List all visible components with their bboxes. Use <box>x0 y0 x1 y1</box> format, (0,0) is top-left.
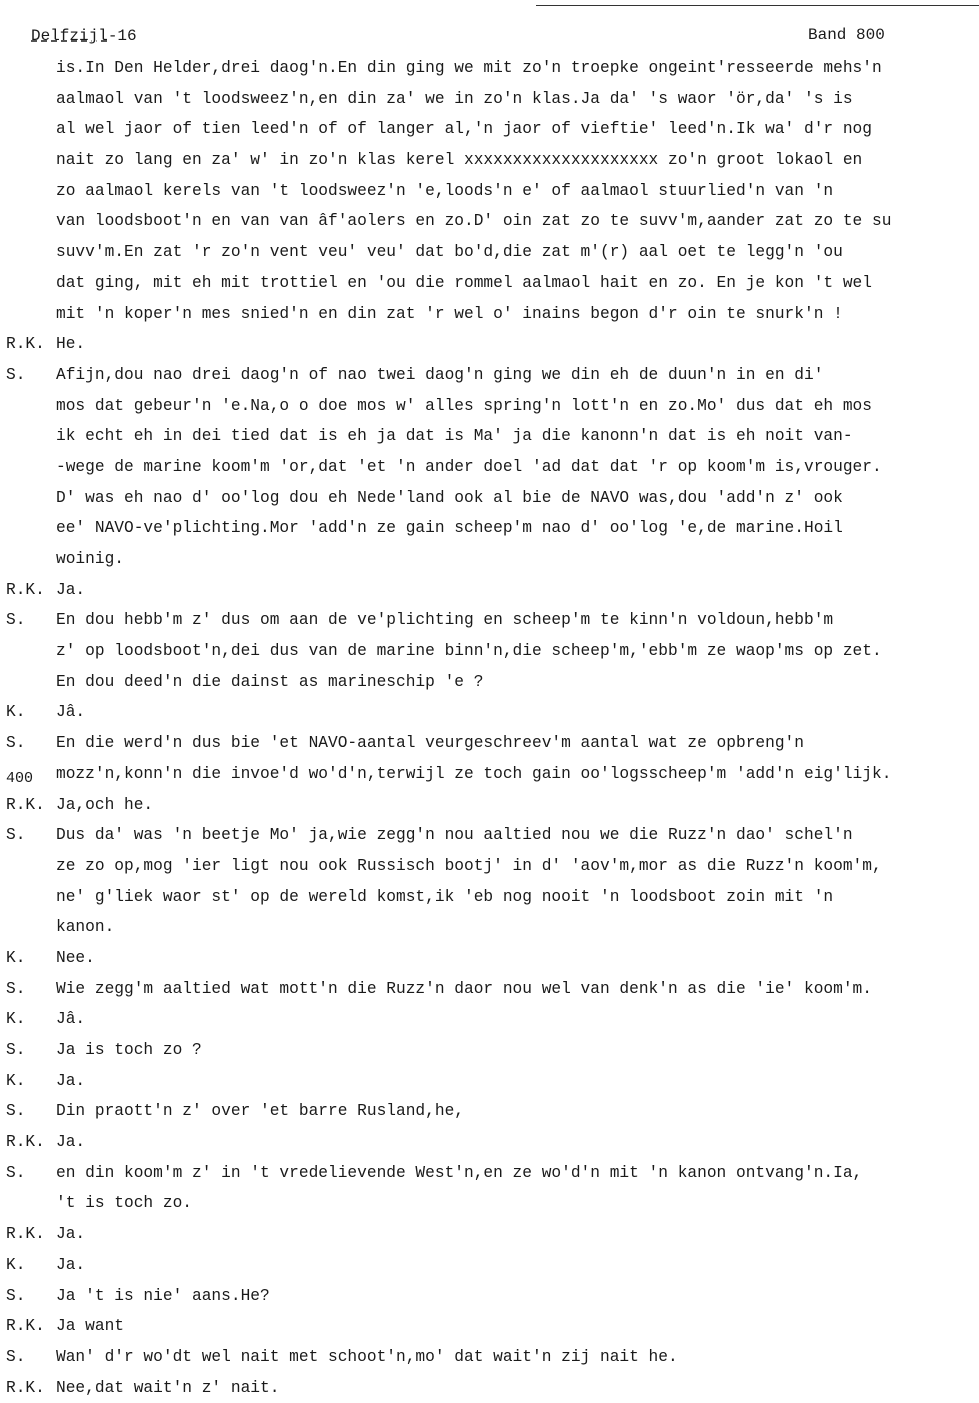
transcript-line <box>0 1035 979 1066</box>
speaker-label: S. <box>6 365 26 384</box>
speaker-label: R.K. <box>6 580 45 599</box>
transcript-line <box>0 452 979 483</box>
speaker-label: S. <box>6 979 26 998</box>
transcript-line <box>0 268 979 299</box>
speaker-label: S. <box>6 1347 26 1366</box>
utterance-text: Ja 't is nie' aans.He? <box>56 1286 270 1305</box>
transcript-line <box>0 943 979 974</box>
transcript-line <box>0 605 979 636</box>
speaker-label: K. <box>6 1010 26 1029</box>
utterance-text: mozz'n,konn'n die invoe'd wo'd'n,terwijl ze toch gain oo'logsscheep'm 'add'n eig'lijk. <box>56 764 892 783</box>
speaker-label: R.K. <box>6 335 45 354</box>
transcript-line <box>0 53 979 84</box>
transcript-line <box>0 882 979 913</box>
transcript-line <box>0 360 979 391</box>
transcript-line <box>0 544 979 575</box>
tape-number-header: Band 800 <box>808 26 885 44</box>
transcript-line <box>0 974 979 1005</box>
utterance-text: zo aalmaol kerels van 't loodsweez'n 'e,loods'n e' of aalmaol stuurlied'n van 'n <box>56 181 834 200</box>
transcript-body <box>0 53 979 1403</box>
transcript-line <box>0 1066 979 1097</box>
speaker-label: R.K. <box>6 1225 45 1244</box>
utterance-text: He. <box>56 335 86 354</box>
transcript-line <box>0 1311 979 1342</box>
utterance-text: woinig. <box>56 550 124 568</box>
transcript-line <box>0 1127 979 1158</box>
transcript-line <box>0 1373 979 1403</box>
utterance-text: 't is toch zo. <box>56 1194 192 1213</box>
speaker-label: S. <box>6 611 26 630</box>
utterance-text: nait zo lang en za' w' in zo'n klas kerel xxxxxxxxxxxxxxxxxxxx zo'n groot lokaol en <box>56 151 863 170</box>
transcript-line <box>0 912 979 943</box>
utterance-text: Ja. <box>56 1255 86 1274</box>
margin-counter-number: 400 <box>6 770 34 787</box>
transcript-line <box>0 513 979 544</box>
document-location-header <box>31 27 137 45</box>
location-suffix: -16 <box>107 27 137 45</box>
utterance-text: Afijn,dou nao drei daog'n of nao twei daog'n ging we din eh de duun'n in en di' <box>56 365 824 384</box>
transcript-line <box>0 145 979 176</box>
utterance-text: En dou deed'n die dainst as marineschip 'e ? <box>56 672 484 691</box>
speaker-label: K. <box>6 948 26 967</box>
utterance-text: Din praott'n z' over 'et barre Rusland,he, <box>56 1102 464 1121</box>
speaker-label: R.K. <box>6 1317 45 1336</box>
utterance-text: ze zo op,mog 'ier ligt nou ook Russisch bootj' in d' 'aov'm,mor as die Ruzz'n koom'm, <box>56 856 882 875</box>
transcript-line <box>0 1158 979 1189</box>
speaker-label: K. <box>6 1071 26 1090</box>
transcript-line <box>0 176 979 207</box>
utterance-text: Jâ. <box>56 1010 86 1029</box>
utterance-text: z' op loodsboot'n,dei dus van de marine binn'n,die scheep'm,'ebb'm ze waop'ms op zet. <box>56 642 882 661</box>
transcript-line <box>0 1096 979 1127</box>
utterance-text: ee' NAVO-ve'plichting.Mor 'add'n ze gain scheep'm nao d' oo'log 'e,de marine.Hoil <box>56 519 843 538</box>
transcript-line <box>0 636 979 667</box>
utterance-text: Jâ. <box>56 703 86 722</box>
transcript-line <box>0 697 979 728</box>
utterance-text: ne' g'liek waor st' op de wereld komst,ik 'eb nog nooit 'n loodsboot zoin mit 'n <box>56 887 834 906</box>
transcript-line <box>0 299 979 330</box>
transcript-line <box>0 575 979 606</box>
speaker-label: K. <box>6 703 26 722</box>
utterance-text: Nee,dat wait'n z' nait. <box>56 1378 280 1397</box>
top-rule <box>536 5 979 6</box>
utterance-text: al wel jaor of tien leed'n of of langer al,'n jaor of vieftie' leed'n.Ik wa' d'r nog <box>56 120 872 139</box>
transcript-line <box>0 1281 979 1312</box>
utterance-text: is.In Den Helder,drei daog'n.En din ging we mit zo'n troepke ongeint'resseerde mehs'n <box>56 59 882 77</box>
utterance-text: En dou hebb'm z' dus om aan de ve'plichting en scheep'm te kinn'n voldoun,hebb'm <box>56 611 834 630</box>
transcript-line <box>0 759 979 790</box>
utterance-text: Ja. <box>56 580 86 599</box>
utterance-text: kanon. <box>56 918 115 937</box>
speaker-label: S. <box>6 826 26 845</box>
utterance-text: Wan' d'r wo'dt wel nait met schoot'n,mo' dat wait'n zij nait he. <box>56 1347 678 1366</box>
transcript-line <box>0 851 979 882</box>
transcript-line <box>0 237 979 268</box>
utterance-text: Ja. <box>56 1225 86 1244</box>
speaker-label: R.K. <box>6 795 45 814</box>
utterance-text: aalmaol van 't loodsweez'n,en din za' we in zo'n klas.Ja da' 's waor 'ör,da' 's is <box>56 89 853 108</box>
speaker-label: S. <box>6 1163 26 1182</box>
transcript-line <box>0 114 979 145</box>
transcript-line <box>0 1188 979 1219</box>
transcript-line <box>0 206 979 237</box>
utterance-text: dat ging, mit eh mit trottiel en 'ou die rommel aalmaol hait en zo. En je kon 't wel <box>56 273 872 292</box>
location-name: Delfzijl <box>31 27 108 45</box>
speaker-label: S. <box>6 1041 26 1059</box>
utterance-text: Ja. <box>56 1071 86 1090</box>
transcript-line <box>0 84 979 115</box>
utterance-text: Ja. <box>56 1133 86 1152</box>
transcript-line <box>0 391 979 422</box>
transcript-line <box>0 820 979 851</box>
speaker-label: K. <box>6 1255 26 1274</box>
utterance-text: En die werd'n dus bie 'et NAVO-aantal veurgeschreev'm aantal wat ze opbreng'n <box>56 734 804 753</box>
transcript-line <box>0 329 979 360</box>
utterance-text: ik echt eh in dei tied dat is eh ja dat is Ma' ja die kanonn'n dat is eh noit van- <box>56 427 853 446</box>
transcript-line <box>0 1219 979 1250</box>
transcript-line <box>0 667 979 698</box>
utterance-text: Nee. <box>56 948 95 967</box>
utterance-text: mit 'n koper'n mes snied'n en din zat 'r wel o' inains begon d'r oin te snurk'n ! <box>56 304 843 323</box>
speaker-label: S. <box>6 1102 26 1121</box>
utterance-text: -wege de marine koom'm 'or,dat 'et 'n ander doel 'ad dat dat 'r op koom'm is,vrouger. <box>56 457 882 476</box>
transcript-line <box>0 1250 979 1281</box>
transcript-line <box>0 790 979 821</box>
utterance-text: van loodsboot'n en van van âf'aolers en zo.D' oin zat zo te suvv'm,aander zat zo te su <box>56 212 892 231</box>
utterance-text: Ja,och he. <box>56 795 154 814</box>
transcript-line <box>0 421 979 452</box>
utterance-text: suvv'm.En zat 'r zo'n vent veu' veu' dat bo'd,die zat m'(r) aal oet te legg'n 'ou <box>56 243 843 262</box>
transcript-line <box>0 1342 979 1373</box>
transcript-line <box>0 728 979 759</box>
utterance-text: en din koom'm z' in 't vredelievende West'n,en ze wo'd'n mit 'n kanon ontvang'n.Ia, <box>56 1163 863 1182</box>
speaker-label: S. <box>6 1286 26 1305</box>
speaker-label: R.K. <box>6 1133 45 1152</box>
speaker-label: S. <box>6 734 26 753</box>
transcript-line <box>0 1004 979 1035</box>
utterance-text: Wie zegg'm aaltied wat mott'n die Ruzz'n daor nou wel van denk'n as die 'ie' koom'm. <box>56 979 872 998</box>
utterance-text: D' was eh nao d' oo'log dou eh Nede'land ook al bie de NAVO was,dou 'add'n z' ook <box>56 488 843 507</box>
utterance-text: Ja is toch zo ? <box>56 1041 202 1059</box>
utterance-text: mos dat gebeur'n 'e.Na,o o doe mos w' alles spring'n lott'n en zo.Mo' dus dat eh mos <box>56 396 872 415</box>
utterance-text: Dus da' was 'n beetje Mo' ja,wie zegg'n nou aaltied nou we die Ruzz'n dao' schel'n <box>56 826 853 845</box>
transcript-line <box>0 483 979 514</box>
speaker-label: R.K. <box>6 1378 45 1397</box>
utterance-text: Ja want <box>56 1317 124 1336</box>
